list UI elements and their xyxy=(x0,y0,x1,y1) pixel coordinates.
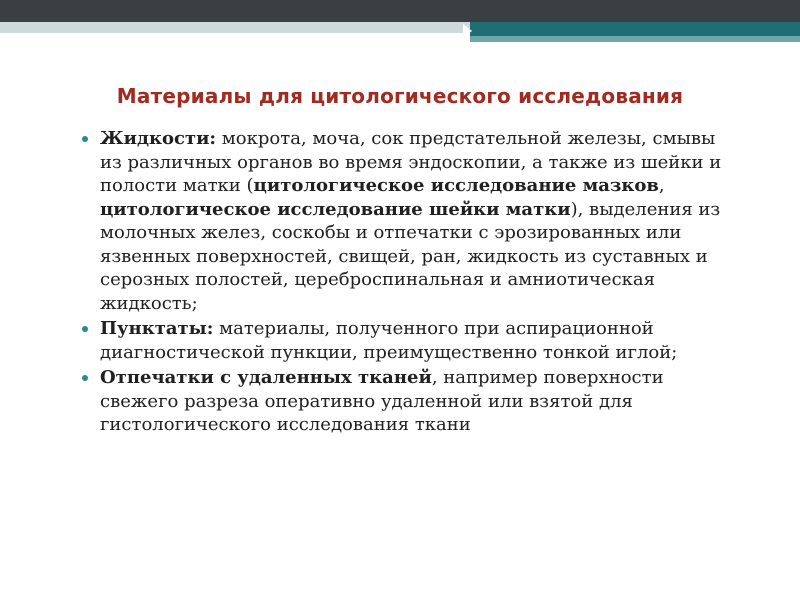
bullet-dot-icon xyxy=(82,375,88,381)
bullet-term: Жидкости: xyxy=(100,128,217,149)
bullet-bold: цитологическое исследование мазков xyxy=(253,175,659,196)
bullet-list xyxy=(80,127,730,439)
bullet-text: , например поверхности свежего разреза оперативно удаленной или взятой для гистологического исследования ткани xyxy=(100,367,664,435)
top-band-accent-light xyxy=(470,36,800,42)
arrow-marker-icon xyxy=(463,24,472,38)
bullet-text: , xyxy=(658,175,665,196)
bullet-text: мокрота, моча, сок предстательной железы, смывы из различных органов во время эндоскопии, а также из шейки и полости матки ( xyxy=(100,128,722,196)
bullet-text: материалы, полученного при аспирационной диагностической пункции, преимущественно тонкой иглой; xyxy=(100,318,678,363)
bullet-term: Отпечатки с удаленных тканей xyxy=(100,367,432,388)
bullet-text: ), выделения из молочных желез, соскобы и отпечатки с эрозированных или язвенных поверхностей, свищей, ран, жидкость из суставных и серозных полостей, цереброспинальная и амниотическая жидкость; xyxy=(100,198,721,314)
bullet-item-fluids xyxy=(80,127,730,315)
slide-title: Материалы для цитологического исследования xyxy=(116,84,684,108)
bullet-bold: цитологическое исследование шейки матки xyxy=(100,198,571,220)
bullet-item-imprints xyxy=(80,366,730,437)
bullet-dot-icon xyxy=(82,136,88,142)
bullet-term: Пунктаты: xyxy=(100,318,214,339)
bullet-item-punctates xyxy=(80,317,730,364)
top-band-dark xyxy=(0,0,800,22)
bullet-dot-icon xyxy=(82,326,88,332)
